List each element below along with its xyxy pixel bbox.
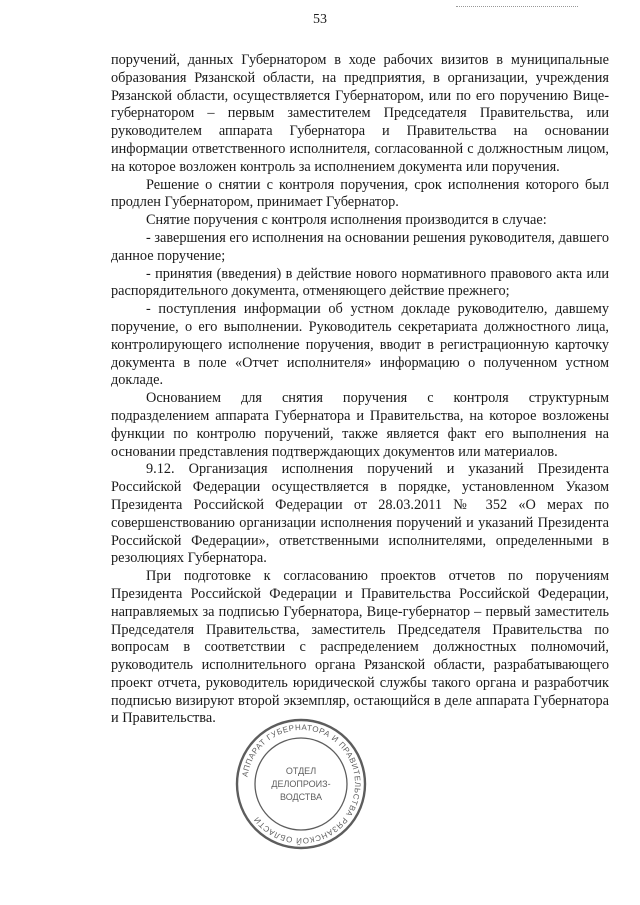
document-body bbox=[111, 52, 609, 728]
paragraph-3: Снятие поручения с контроля исполнения производится в случае: bbox=[146, 212, 547, 229]
paragraph-reports: При подготовке к согласованию проектов отчетов по поручениям Президента Российской Федерации и Правительства Российской Федерации, направляемых за подписью Губернатора, Вице-губернатор – первый заместитель Председателя Правительства, заместитель Председателя Правительства по вопросам в соответствии с распределением должностных полномочий, руководитель исполнительного органа Рязанской области, разрабатывающего проект отчета, руководитель юридической службы такого органа и разработчик подписью визируют второй экземпляр, остающийся в деле аппарата Губернатора и Правительства. bbox=[111, 568, 609, 727]
stamp-line-2: ДЕЛОПРОИЗ- bbox=[271, 779, 331, 789]
list-item-new-act: - принятия (введения) в действие нового нормативного правового акта или распорядительного документа, отменяющего действие прежнего; bbox=[111, 265, 609, 300]
stamp-line-1: ОТДЕЛ bbox=[285, 766, 317, 776]
list-item-oral-report: - поступления информации об устном докладе руководителю, давшему поручение, о его выполнении. Руководитель секретариата должностного лица, контролирующего исполнение поручения, вводит в регистрационную карточку документа в поле «Отчет исполнителя» информацию о полученном устном докладе. bbox=[111, 301, 609, 389]
paragraph-basis: Основанием для снятия поручения с контроля структурным подразделением аппарата Губернатора и Правительства, на которое возложены функции по контролю поручений, также является факт его выполнения на основании представления подтверждающих документов или материалов. bbox=[111, 390, 609, 460]
list-item-completion: - завершения его исполнения на основании решения руководителя, давшего данное поручение; bbox=[111, 229, 609, 264]
paragraph-2: Решение о снятии с контроля поручения, срок исполнения которого был продлен Губернатором, принимает Губернатор. bbox=[111, 176, 609, 211]
stamp-ring-text: АППАРАТ ГУБЕРНАТОРА И ПРАВИТЕЛЬСТВА РЯЗАНСКОЙ ОБЛАСТИ bbox=[240, 722, 363, 846]
paragraph-1: поручений, данных Губернатором в ходе рабочих визитов в муниципальные образования Рязанской области, на предприятия, в организации, учреждения Рязанской области, осуществляется Губернатором, или по его поручению Вице-губернатором – первым заместителем Председателя Правительства, или руководителем аппарата Губернатора и Правительства на основании информации ответственного исполнителя, согласованной с должностным лицом, на которое возложен контроль за исполнением документа или поручения. bbox=[111, 52, 609, 175]
header-rule bbox=[456, 6, 578, 7]
paragraph-9-12: 9.12. Организация исполнения поручений и указаний Президента Российской Федерации осуществляется в порядке, установленном Указом Президента Российской Федерации от 28.03.2011 № 352 «О мерах по совершенствованию организации исполнения поручений и указаний Президента Российской Федерации», ответственными исполнителями, определенными в резолюциях Губернатора. bbox=[111, 461, 609, 567]
page-number: 53 bbox=[313, 12, 327, 27]
stamp-line-3: ВОДСТВА bbox=[279, 792, 323, 802]
department-seal-stamp bbox=[234, 717, 368, 851]
